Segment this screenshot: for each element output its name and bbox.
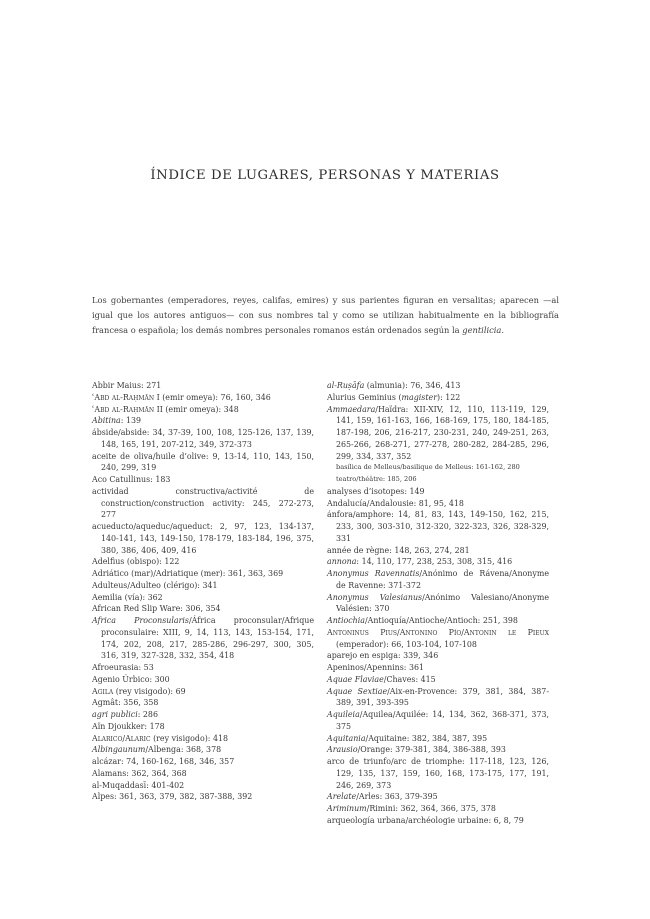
- index-entry: [327, 568, 549, 592]
- index-entry: aceite de oliva/huile d’olive: 9, 13-14, 110, 143, 150, 240, 299, 319: [92, 451, 314, 473]
- index-entry: Abbir Maius: 271: [92, 381, 162, 390]
- index-entry-text: /Arles: 363, 379-395: [356, 792, 438, 802]
- index-entry: [327, 380, 549, 392]
- index-entry: Agenio Úrbico: 300: [92, 674, 170, 684]
- index-entry-text: Alurius Geminius (: [327, 392, 402, 402]
- index-entry: Aemilia (vía): 362: [92, 592, 163, 602]
- index-entry: Alamans: 362, 364, 368: [92, 768, 187, 778]
- index-entry: [327, 392, 549, 404]
- index-entry-text: : 286: [137, 710, 158, 719]
- index-entry-text: ʿAbd al-Raḥmān I: [92, 392, 160, 402]
- index-entry: arqueología urbana/archéologie urbaine: 6, 8, 79: [327, 815, 524, 825]
- index-entry: [92, 615, 314, 662]
- index-entry: [92, 415, 314, 427]
- index-entry: Afroeurasia: 53: [92, 663, 154, 672]
- index-entry-text: ): 122: [436, 392, 461, 402]
- index-entry: [327, 803, 549, 815]
- intro-italic: gentilicia: [462, 325, 502, 335]
- index-entry: [92, 404, 314, 416]
- index-entry-text: ʿAbd al-Raḥmān II: [92, 404, 163, 414]
- index-entry: [327, 733, 549, 745]
- index-entry: [92, 733, 314, 745]
- index-entry-text: (emperador): 66, 103-104, 107-108: [336, 639, 477, 649]
- intro-paragraph: [92, 293, 559, 338]
- intro-end: .: [501, 325, 505, 335]
- index-entry: ánfora/amphore: 14, 81, 83, 143, 149-150, 162, 215, 233, 300, 303-310, 312-320, 322-323, 326, 328-329, 331: [327, 510, 549, 543]
- index-entry-text: /Orange: 379-381, 384, 386-388, 393: [357, 745, 506, 755]
- index-entry-text: /Anónimo de Rávena/Anonyme de Ravenne: 371-372: [336, 569, 549, 590]
- index-entry: [327, 744, 549, 756]
- index-entry-text: Alarico/Alaric: [92, 733, 151, 743]
- index-entry-text: Ariminum: [327, 804, 367, 813]
- index-entry: Aïn Djoukker: 178: [92, 721, 165, 731]
- index-entry: Aco Catullinus: 183: [92, 475, 171, 484]
- index-entry-text: agri publici: [92, 710, 138, 719]
- index-entry-text: Anonymus Valesianus: [327, 592, 423, 602]
- index-entry: analyses d’isotopes: 149: [327, 486, 425, 496]
- index-entry-text: /Aix-en-Provence: 379, 381, 384, 387-389, 391, 393-395: [336, 686, 549, 708]
- index-entry: alcázar: 74, 160-162, 168, 346, 357: [92, 757, 235, 766]
- index-entry-text: (emir omeya): 76, 160, 346: [159, 392, 271, 402]
- index-entry: [92, 392, 314, 404]
- index-entry-text: (almunia): 76, 346, 413: [364, 381, 461, 390]
- index-entry: ábside/abside: 34, 37-39, 100, 108, 125-126, 137, 139, 148, 165, 191, 207-212, 349, 372-373: [92, 428, 314, 449]
- index-entry-text: (rey visigodo): 418: [150, 733, 229, 743]
- index-entry-text: Aquitania: [327, 733, 366, 743]
- index-entry-text: Anonymus Ravennatis: [327, 569, 420, 578]
- index-entry-text: /Chaves: 415: [383, 674, 436, 684]
- index-entry-text: Aquileia: [327, 710, 360, 719]
- index-entry-text: Albingaunum: [92, 745, 146, 755]
- index-entry-text: /Albenga: 368, 378: [145, 745, 222, 755]
- page-title: ÍNDICE DE LUGARES, PERSONAS Y MATERIAS: [150, 168, 500, 183]
- index-entry-text: Aquae Sextiae: [327, 686, 388, 696]
- index-entry: [327, 556, 549, 568]
- index-entry: al-Muqaddasī: 401-402: [92, 780, 185, 790]
- index-entry-text: Agila: [92, 686, 114, 696]
- index-entry: Adulteus/Adulteo (clérigo): 341: [92, 580, 218, 590]
- index-entry: [92, 744, 314, 756]
- index-entry: acueducto/aqueduc/aqueduct: 2, 97, 123, 134-137, 140-141, 143, 149-150, 178-179, 183-184, 196, 375, 380, 386, 406, 409, 416: [92, 522, 314, 555]
- index-entry: aparejo en espiga: 339, 346: [327, 651, 439, 661]
- index-entry-text: Aquae Flaviae: [327, 674, 384, 684]
- index-entry: [327, 791, 549, 803]
- index-entry: [327, 674, 549, 686]
- index-column-right: [327, 380, 549, 827]
- index-entry-text: /Antioquía/Antioche/Antioch: 251, 398: [364, 616, 518, 625]
- intro-text: Los gobernantes (emperadores, reyes, califas, emires) y sus parientes figuran en versalitas; aparecen —al igual que los autores antiguos— con sus nombres tal y como se utilizan habitualmente en la bibliografía francesa o española; los demás nombres personales romanos están ordenados según la: [92, 295, 559, 335]
- index-entry-text: (rey visigodo): 69: [113, 686, 186, 696]
- index-entry: [327, 627, 549, 651]
- index-entry-text: magister: [401, 392, 437, 402]
- index-entry-text: /Haïdra: XII-XIV, 12, 110, 113-119, 129, 141, 159, 161-163, 166, 168-169, 175, 180, 184-185, 187-198, 206, 216-217, 230-231, 240, 249-251, 263, 265-266, 268-271, 277-278, 280-282, 284-285, 296, 299, 334, 337, 352: [336, 404, 549, 461]
- index-entry: actividad constructiva/activité de construction/construction activity: 245, 272-273, 277: [92, 486, 314, 520]
- index-entry: [327, 615, 549, 627]
- index-entry-text: Arelate: [327, 792, 357, 802]
- index-entry: [327, 592, 549, 616]
- index-entry-text: Abitina: [92, 416, 121, 426]
- index-entry-text: /Rimini: 362, 364, 366, 375, 378: [366, 804, 496, 813]
- index-entry: [327, 404, 549, 463]
- index-entry-text: al-Ruṣāfa: [327, 381, 365, 390]
- index-entry-text: : 14, 110, 177, 238, 253, 308, 315, 416: [356, 557, 513, 567]
- index-entry: Adelfius (obispo): 122: [92, 557, 180, 567]
- index-column-left: [92, 380, 314, 803]
- index-entry-text: Ammaedara: [327, 404, 376, 414]
- index-entry: Agmât: 356, 358: [92, 698, 159, 708]
- index-entry: [92, 686, 314, 698]
- index-entry-text: /África proconsular/Afrique proconsulaire: XIII, 9, 14, 113, 143, 153-154, 171, 174, 202, 208, 217, 285-286, 296-297, 300, 305, 316, 319, 327-328, 332, 354, 418: [101, 616, 314, 661]
- index-entry-text: /Aquilea/Aquilée: 14, 134, 362, 368-371, 373, 375: [336, 710, 549, 731]
- index-entry: [327, 686, 549, 710]
- index-entry: année de règne: 148, 263, 274, 281: [327, 545, 470, 555]
- index-entry: basílica de Melleus/basilique de Melleus: 161-162, 280: [336, 463, 520, 472]
- index-entry-text: (emir omeya): 348: [162, 404, 239, 414]
- index-entry: Apeninos/Apennins: 361: [327, 663, 425, 672]
- index-entry: African Red Slip Ware: 306, 354: [92, 604, 221, 614]
- index-entry-text: Africa Proconsularis: [92, 616, 189, 625]
- index-entry: Adriático (mar)/Adriatique (mer): 361, 363, 369: [92, 569, 284, 578]
- index-entry-text: /Anónimo Valesiano/Anonyme Valésien: 370: [336, 592, 549, 614]
- index-entry-text: Antiochia: [327, 616, 365, 625]
- index-entry-text: Arausio: [327, 745, 358, 755]
- index-entry: [327, 709, 549, 733]
- index-entry: Andalucía/Andalousie: 81, 95, 418: [327, 498, 464, 508]
- index-entry-text: annona: [327, 557, 357, 567]
- index-entry: Alpes: 361, 363, 379, 382, 387-388, 392: [92, 792, 253, 802]
- index-entry: [92, 709, 314, 721]
- index-entry-text: /Aquitaine: 382, 384, 387, 395: [365, 733, 488, 743]
- index-entry: arco de triunfo/arc de triomphe: 117-118, 123, 126, 129, 135, 137, 159, 160, 168, 173-175, 177, 191, 246, 269, 373: [327, 757, 549, 790]
- index-entry-text: : 139: [120, 416, 141, 426]
- index-entry: teatro/théâtre: 185, 206: [336, 475, 417, 483]
- index-entry-text: Antoninus Pius/Antonino Pío/Antonin le Pieux: [327, 627, 549, 637]
